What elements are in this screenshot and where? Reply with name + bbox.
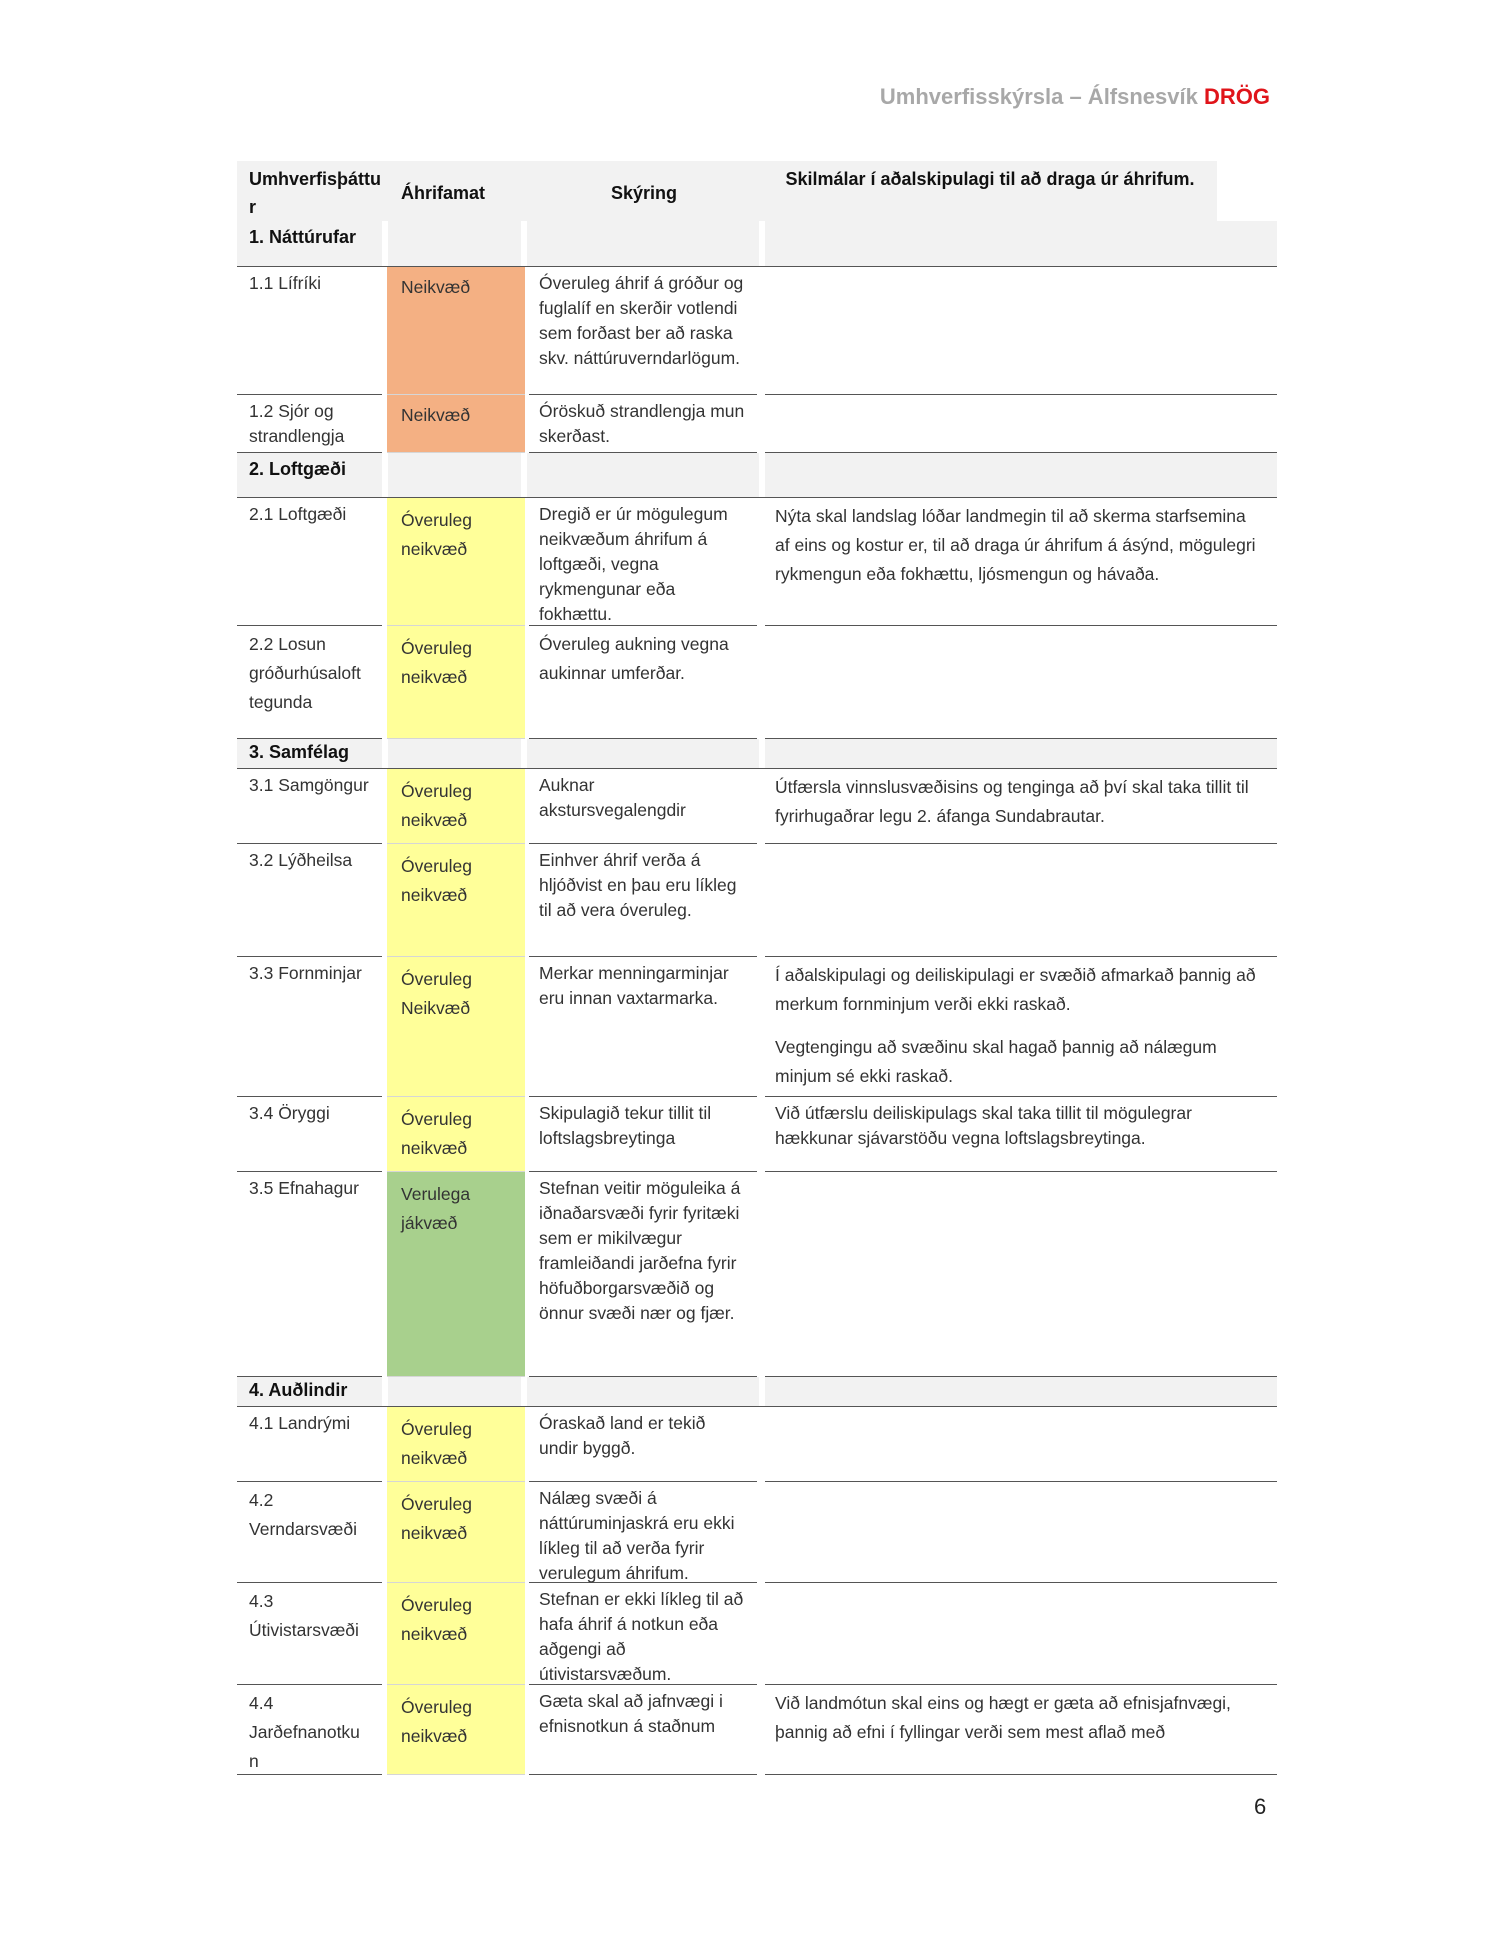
terms-cell bbox=[765, 1172, 1277, 1377]
terms-cell bbox=[765, 626, 1277, 739]
table-row bbox=[237, 1583, 1277, 1685]
explanation-cell: Auknar akstursvegalengdir bbox=[529, 769, 757, 844]
rating-cell: Óveruleg neikvæð bbox=[387, 498, 525, 626]
running-header bbox=[880, 84, 1270, 110]
terms-cell: Við útfærslu deiliskipulags skal taka tillit til mögulegrar hækkunar sjávarstöðu vegna loftslagsbreytinga. bbox=[765, 1097, 1277, 1172]
table-row bbox=[237, 498, 1277, 626]
explanation-cell: Dregið er úr mögulegum neikvæðum áhrifum á loftgæði, vegna rykmengunar eða fokhættu. bbox=[529, 498, 757, 626]
table-row bbox=[237, 1482, 1277, 1583]
explanation-cell: Óraskað land er tekið undir byggð. bbox=[529, 1407, 757, 1482]
terms-cell bbox=[765, 844, 1277, 957]
terms-cell bbox=[765, 395, 1277, 453]
section-title: 4. Auðlindir bbox=[249, 1380, 348, 1400]
col-header-rating: Áhrifamat bbox=[387, 161, 525, 221]
table-row bbox=[237, 769, 1277, 844]
factor-cell: 3.2 Lýðheilsa bbox=[237, 844, 382, 957]
section-row bbox=[237, 739, 1277, 769]
col-header-factor: Umhverfisþáttu r bbox=[237, 161, 387, 221]
factor-cell: 2.2 Losun gróðurhúsaloft tegunda bbox=[237, 626, 382, 739]
terms-cell bbox=[765, 1583, 1277, 1685]
section-row bbox=[237, 221, 1277, 267]
terms-cell: Nýta skal landslag lóðar landmegin til að skerma starfsemina af eins og kostur er, til að draga úr áhrifum á ásýnd, mögulegri rykmengun eða fokhættu, ljósmengun og hávaða. bbox=[765, 498, 1277, 626]
table-row bbox=[237, 1172, 1277, 1377]
explanation-cell: Skipulagið tekur tillit til loftslagsbreytinga bbox=[529, 1097, 757, 1172]
factor-cell: 3.3 Fornminjar bbox=[237, 957, 382, 1097]
terms-cell bbox=[765, 957, 1277, 1097]
section-title: 3. Samfélag bbox=[249, 742, 350, 762]
rating-cell: Neikvæð bbox=[387, 267, 525, 395]
table-row bbox=[237, 1685, 1277, 1775]
section-row bbox=[237, 453, 1277, 498]
terms-paragraph: Vegtengingu að svæðinu skal hagað þannig að nálægum minjum sé ekki raskað. bbox=[775, 1037, 1217, 1086]
factor-cell: 4.1 Landrými bbox=[237, 1407, 382, 1482]
explanation-cell: Óröskuð strandlengja mun skerðast. bbox=[529, 395, 757, 453]
explanation-cell: Stefnan er ekki líkleg til að hafa áhrif á notkun eða aðgengi að útivistarsvæðum. bbox=[529, 1583, 757, 1685]
rating-cell: Óveruleg neikvæð bbox=[387, 1583, 525, 1685]
explanation-cell: Óveruleg aukning vegna aukinnar umferðar. bbox=[529, 626, 757, 739]
explanation-cell: Merkar menningarminjar eru innan vaxtarmarka. bbox=[529, 957, 757, 1097]
factor-cell: 4.4 Jarðefnanotku n bbox=[237, 1685, 382, 1775]
rating-cell: Óveruleg neikvæð bbox=[387, 1685, 525, 1775]
explanation-cell: Stefnan veitir möguleika á iðnaðarsvæði fyrir fyritæki sem er mikilvægur framleiðandi jarðefna fyrir höfuðborgarsvæðið og önnur svæði nær og fjær. bbox=[529, 1172, 757, 1377]
factor-cell: 4.3 Útivistarsvæði bbox=[237, 1583, 382, 1685]
explanation-cell: Óveruleg áhrif á gróður og fuglalíf en skerðir votlendi sem forðast ber að raska skv. náttúruverndarlögum. bbox=[529, 267, 757, 395]
col-header-terms: Skilmálar í aðalskipulagi til að draga úr áhrifum. bbox=[765, 161, 1217, 221]
assessment-table bbox=[237, 161, 1277, 1775]
terms-cell bbox=[765, 1482, 1277, 1583]
table-row bbox=[237, 1407, 1277, 1482]
section-title: 1. Náttúrufar bbox=[249, 227, 357, 247]
table-row bbox=[237, 844, 1277, 957]
explanation-cell: Gæta skal að jafnvægi i efnisnotkun á staðnum bbox=[529, 1685, 757, 1775]
explanation-cell: Nálæg svæði á náttúruminjaskrá eru ekki líkleg til að verða fyrir verulegum áhrifum. bbox=[529, 1482, 757, 1583]
terms-cell: Við landmótun skal eins og hægt er gæta að efnisjafnvægi, þannig að efni í fyllingar verði sem mest aflað með bbox=[765, 1685, 1277, 1775]
rating-cell: Óveruleg neikvæð bbox=[387, 844, 525, 957]
rating-cell: Óveruleg neikvæð bbox=[387, 1097, 525, 1172]
col-header-explanation: Skýring bbox=[525, 161, 765, 221]
terms-paragraph: Í aðalskipulagi og deiliskipulagi er svæðið afmarkað þannig að merkum fornminjum verði ekki raskað. bbox=[775, 965, 1256, 1014]
table-row bbox=[237, 626, 1277, 739]
table-row bbox=[237, 1097, 1277, 1172]
draft-label: DRÖG bbox=[1204, 84, 1270, 109]
section-row bbox=[237, 1377, 1277, 1407]
rating-cell: Óveruleg neikvæð bbox=[387, 1407, 525, 1482]
table-row bbox=[237, 267, 1277, 395]
rating-cell: Óveruleg Neikvæð bbox=[387, 957, 525, 1097]
header-title: Umhverfisskýrsla – Álfsnesvík bbox=[879, 84, 1198, 109]
rating-cell: Neikvæð bbox=[387, 395, 525, 453]
factor-cell: 3.4 Öryggi bbox=[237, 1097, 382, 1172]
section-title: 2. Loftgæði bbox=[249, 459, 346, 479]
table-header bbox=[237, 161, 1277, 221]
table-row bbox=[237, 957, 1277, 1097]
terms-cell bbox=[765, 267, 1277, 395]
rating-cell: Óveruleg neikvæð bbox=[387, 769, 525, 844]
factor-cell: 4.2 Verndarsvæði bbox=[237, 1482, 382, 1583]
terms-cell bbox=[765, 1407, 1277, 1482]
rating-cell: Verulega jákvæð bbox=[387, 1172, 525, 1377]
factor-cell: 3.1 Samgöngur bbox=[237, 769, 382, 844]
factor-cell: 1.1 Lífríki bbox=[237, 267, 382, 395]
rating-cell: Óveruleg neikvæð bbox=[387, 626, 525, 739]
terms-cell: Útfærsla vinnslusvæðisins og tenginga að því skal taka tillit til fyrirhugaðrar legu 2. áfanga Sundabrautar. bbox=[765, 769, 1277, 844]
page-number: 6 bbox=[1254, 1794, 1267, 1819]
factor-cell: 3.5 Efnahagur bbox=[237, 1172, 382, 1377]
rating-cell: Óveruleg neikvæð bbox=[387, 1482, 525, 1583]
factor-cell: 2.1 Loftgæði bbox=[237, 498, 382, 626]
explanation-cell: Einhver áhrif verða á hljóðvist en þau eru líkleg til að vera óveruleg. bbox=[529, 844, 757, 957]
factor-cell: 1.2 Sjór og strandlengja bbox=[237, 395, 382, 453]
table-row bbox=[237, 395, 1277, 453]
